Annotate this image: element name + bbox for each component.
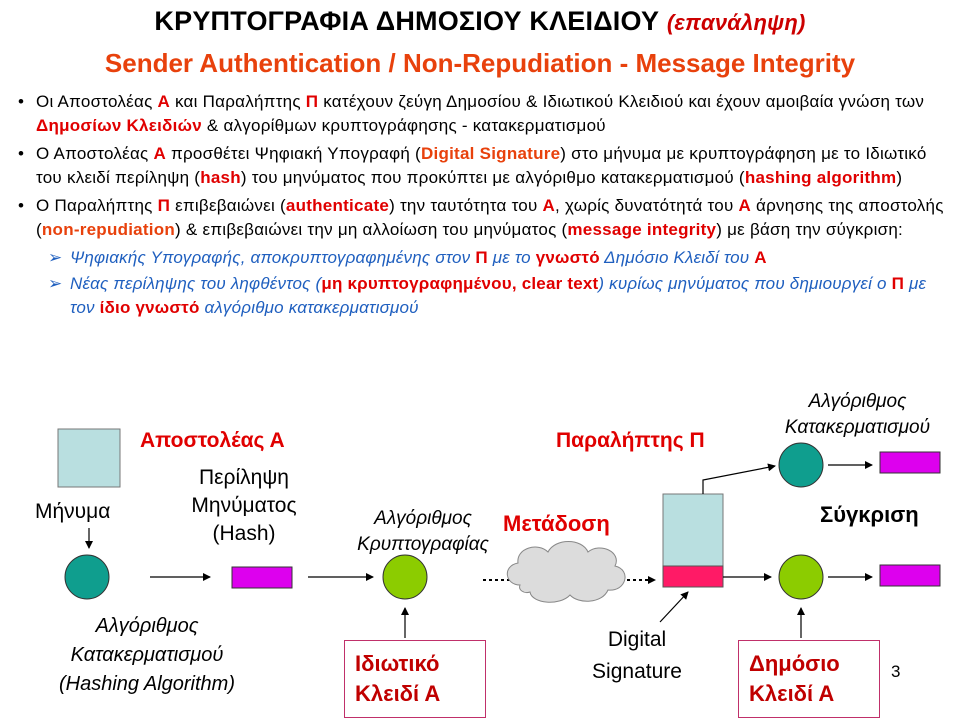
receiver-ref: Π (891, 274, 905, 293)
sender-ref: Α (542, 196, 556, 215)
summary-line: Μηνύματος (191, 494, 297, 517)
summary-line: (Hash) (212, 522, 276, 545)
arrow-bullet-icon: ➢ (48, 274, 63, 293)
comparison-label: Σύγκριση (820, 502, 919, 527)
hashing-algorithm-label (28, 612, 266, 699)
signature-line: Signature (592, 660, 682, 683)
receiver-ref: Π (475, 248, 488, 267)
summary-line: Περίληψη (199, 466, 289, 489)
receiver-ref: Π (157, 196, 171, 215)
crypto-algorithm-label (333, 506, 513, 558)
text: άρνησης της αποστολής ( (36, 196, 944, 239)
crypto-line: Κρυπτογραφίας (357, 534, 489, 555)
transmission-label: Μετάδοση (503, 511, 610, 536)
text: ) & επιβεβαιώνει την μη αλλοίωση του μηνύματος ( (175, 220, 568, 239)
text: ) κυρίως μηνύματος που δημιουργεί ο (598, 274, 892, 293)
decrypt-algorithm-circle (779, 555, 823, 599)
text: ) (896, 168, 903, 187)
digital-signature-label (572, 624, 702, 688)
text: κατέχουν ζεύγη Δημοσίου & Ιδιωτικού Κλειδιού και έχουν αμοιβαία γνώση των (318, 92, 925, 111)
message-box (58, 429, 120, 487)
same-known-term: ίδιο γνωστό (99, 298, 200, 317)
receiver-hashing-circle (779, 443, 823, 487)
signature-line: Digital (607, 628, 667, 651)
text: Ο Παραλήπτης (36, 196, 158, 215)
page-subtitle: Sender Authentication / Non-Repudiation - Message Integrity (104, 48, 856, 78)
arrow-signature-pointer (660, 592, 688, 622)
recv-hash-line: Αλγόριθμος (808, 391, 907, 412)
public-key-box (738, 640, 880, 718)
text: με το (487, 248, 536, 267)
sender-ref: Α (738, 196, 752, 215)
receiver-label: Παραλήπτης Π (556, 429, 705, 452)
text: και Παραλήπτης (170, 92, 306, 111)
non-repudiation-term: non-repudiation (41, 220, 176, 239)
arrow-to-receiver-hash (703, 466, 775, 494)
text: Νέας περίληψης του ληφθέντος ( (70, 274, 322, 293)
receiver-hashing-label (755, 389, 960, 441)
text: προσθέτει Ψηφιακή Υπογραφή ( (166, 144, 421, 163)
new-hash-box (880, 452, 940, 473)
known-term: γνωστό (535, 248, 600, 267)
signature-strip (663, 566, 723, 587)
text: Ψηφιακής Υπογραφής, αποκρυπτογραφημένης στον (70, 248, 476, 267)
text: Δημόσιο Κλειδί του (599, 248, 755, 267)
recv-hash-line: Κατακερματισμού (784, 417, 931, 438)
clear-text-term: μη κρυπτογραφημένου, clear text (321, 274, 599, 293)
private-key-line: Ιδιωτικό (355, 651, 440, 676)
text: , χωρίς δυνατότητά του (555, 196, 739, 215)
arrow-bullet-icon: ➢ (48, 248, 63, 267)
title-note: (επανάληψη) (666, 10, 806, 35)
decrypted-hash-box (880, 565, 940, 586)
private-key-box (344, 640, 486, 718)
text: Ο Αποστολέας (36, 144, 154, 163)
message-integrity-term: message integrity (567, 220, 717, 239)
hashing-line: Αλγόριθμος (95, 615, 199, 637)
text: & αλγορίθμων κρυπτογράφησης - κατακερματισμού (201, 116, 606, 135)
text: ) την ταυτότητα του (389, 196, 543, 215)
sender-label: Αποστολέας Α (140, 429, 285, 452)
public-keys-term: Δημοσίων Κλειδιών (36, 116, 202, 135)
hashing-line: (Hashing Algorithm) (59, 673, 235, 695)
digital-signature-term: Digital Signature (420, 144, 561, 163)
network-cloud-icon (507, 542, 625, 603)
text: ) με βάση την σύγκριση: (716, 220, 904, 239)
summary-label (164, 464, 324, 548)
crypto-line: Αλγόριθμος (374, 508, 472, 529)
page-number: 3 (891, 662, 901, 681)
sender-ref: Α (153, 144, 166, 163)
hashing-algorithm-circle (65, 555, 109, 599)
hash-term: hash (200, 168, 241, 187)
sender-ref: Α (157, 92, 171, 111)
text: επιβεβαιώνει ( (170, 196, 286, 215)
crypto-algorithm-circle (383, 555, 427, 599)
text: ) του μηνύματος που προκύπτει με αλγόριθμο κατακερματισμού ( (240, 168, 745, 187)
received-message-box (663, 494, 723, 566)
text: Οι Αποστολέας (36, 92, 158, 111)
text: με τον (70, 274, 927, 317)
authenticate-term: authenticate (285, 196, 390, 215)
public-key-line: Κλειδί Α (749, 681, 835, 706)
text: αλγόριθμο κατακερματισμού (199, 298, 419, 317)
hashing-line: Κατακερματισμού (70, 644, 224, 666)
hash-box (232, 567, 292, 588)
receiver-ref: Π (305, 92, 319, 111)
hashing-algorithm-term: hashing algorithm (744, 168, 897, 187)
message-label: Μήνυμα (35, 500, 111, 523)
public-key-line: Δημόσιο (749, 651, 840, 676)
sender-ref: Α (754, 248, 767, 267)
text: ) στο μήνυμα με κρυπτογράφηση με το Ιδιωτικό του κλειδί περίληψη ( (36, 144, 927, 187)
title-main: ΚΡΥΠΤΟΓΡΑΦΙΑ ΔΗΜΟΣΙΟΥ ΚΛΕΙΔΙΟΥ (154, 6, 660, 36)
private-key-line: Κλειδί Α (355, 681, 441, 706)
